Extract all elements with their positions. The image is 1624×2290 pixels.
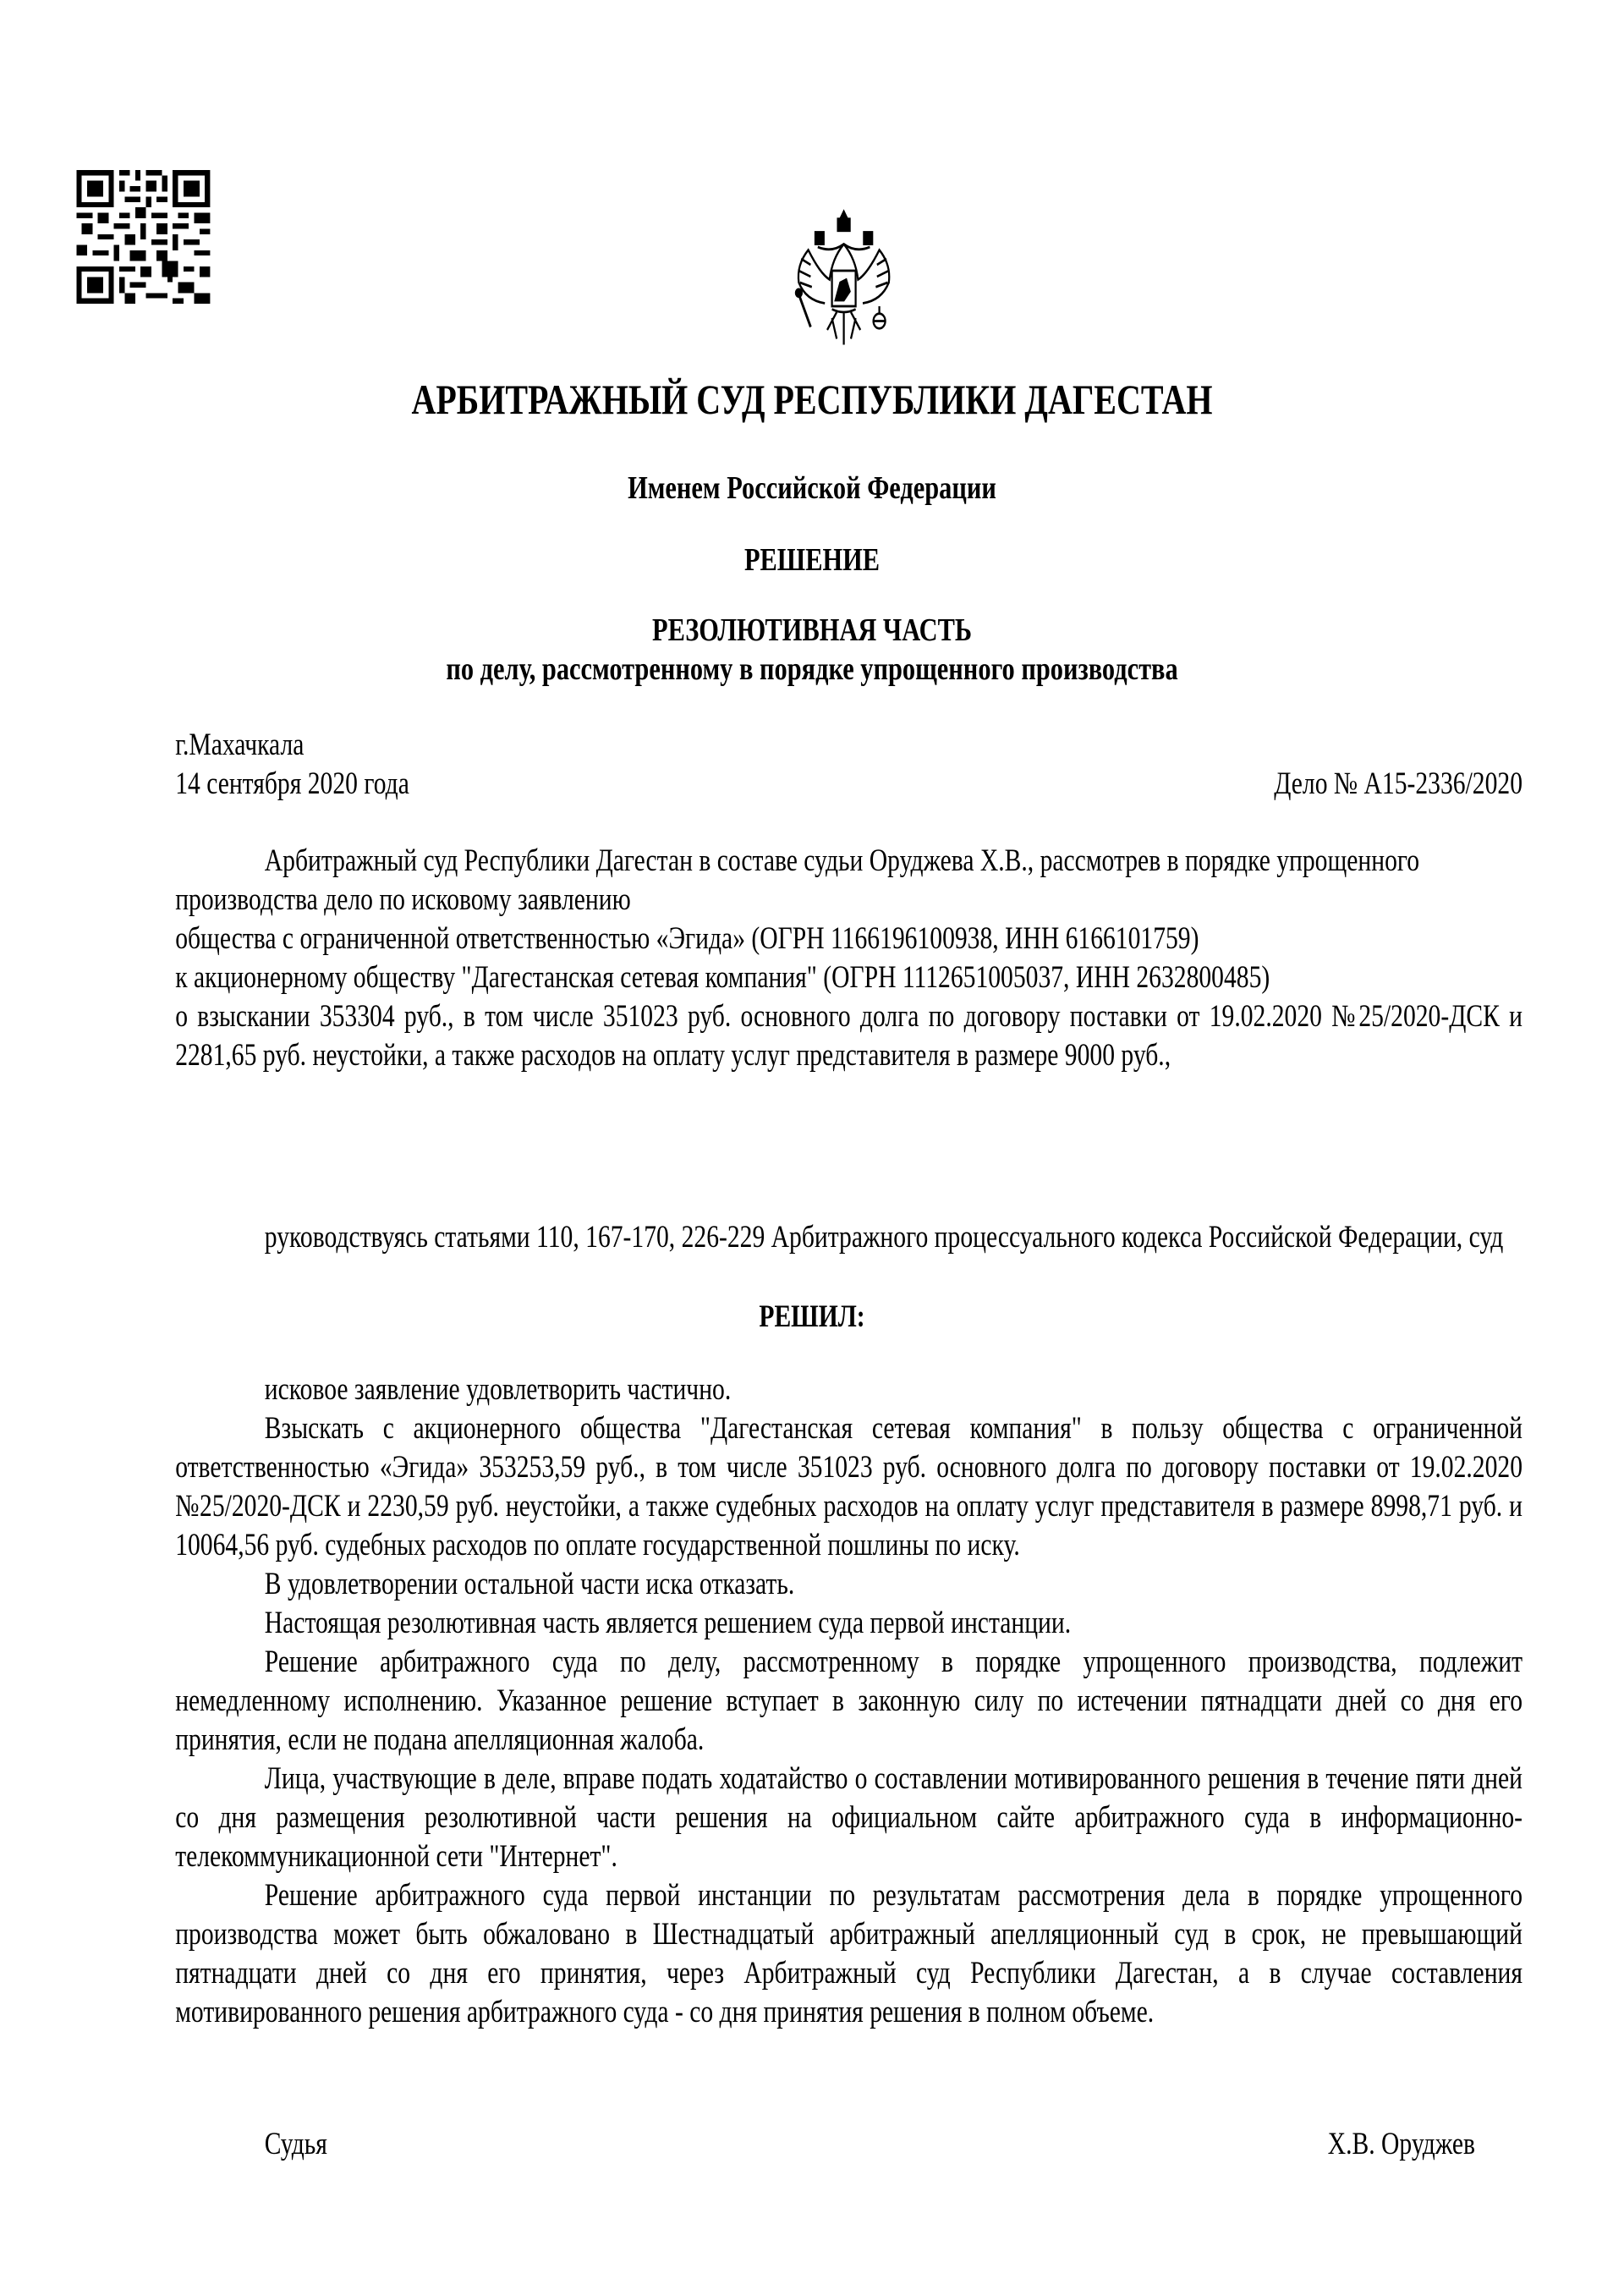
resolution-item: Лица, участвующие в деле, вправе подать ходатайство о составлении мотивированного решения в течение пяти дней со дня размещения резолютивной части решения на официальном сайте арбитражного суда в информационно-телекоммуникационной сети "Интернет". <box>175 1761 1523 1874</box>
claim-paragraph: о взыскании 353304 руб., в том числе 351023 руб. основного долга по договору поставки от 19.02.2020 №25/2020-ДСК и 2281,65 руб. неустойки, а также расходов на оплату услуг представителя в размере 9000 руб., <box>175 999 1523 1073</box>
case-meta <box>175 726 1522 804</box>
resolution-item: исковое заявление удовлетворить частично. <box>264 1372 732 1407</box>
qr-code-icon <box>76 169 244 305</box>
legal-basis-block <box>175 1218 1522 1257</box>
coat-of-arms-icon <box>780 206 908 354</box>
operative-part-subtitle: по делу, рассмотренному в порядке упрощенного производства <box>446 651 1178 687</box>
operative-part-heading <box>0 611 1624 689</box>
resolution-block <box>175 1370 1522 2032</box>
operative-part-title: РЕЗОЛЮТИВНАЯ ЧАСТЬ <box>652 612 972 648</box>
resolved-heading: РЕШИЛ: <box>759 1299 865 1334</box>
court-name-heading: АРБИТРАЖНЫЙ СУД РЕСПУБЛИКИ ДАГЕСТАН <box>411 376 1213 423</box>
city: г.Махачкала <box>175 728 304 762</box>
signature-block <box>175 2126 1522 2162</box>
in-the-name-heading: Именем Российской Федерации <box>628 470 996 506</box>
plaintiff-paragraph: общества с ограниченной ответственностью «Эгида» (ОГРН 1166196100938, ИНН 6166101759) <box>175 921 1199 956</box>
intro-paragraph: Арбитражный суд Республики Дагестан в составе судьи Оруджева Х.В., рассмотрев в порядке упрощенного производства дело по исковому заявлению <box>175 843 1420 917</box>
resolution-item: Решение арбитражного суда первой инстанции по результатам рассмотрения дела в порядке упрощенного производства может быть обжаловано в Шестнадцатый арбитражный апелляционный суд в срок, не превышающий пятнадцати дней со дня его принятия, через Арбитражный суд Республики Дагестан, а в случае составления мотивированного решения арбитражного суда - со дня принятия решения в полном объеме. <box>175 1878 1523 2029</box>
document-type-heading: РЕШЕНИЕ <box>743 542 881 578</box>
resolution-item: Взыскать с акционерного общества "Дагестанская сетевая компания" в пользу общества с ограниченной ответственностью «Эгида» 353253,59 руб., в том числе 351023 руб. основного долга по договору поставки от 19.02.2020 №25/2020-ДСК и 2230,59 руб. неустойки, а также судебных расходов на оплату услуг представителя в размере 8998,71 руб. и 10064,56 руб. судебных расходов по оплате государственной пошлины по иску. <box>175 1411 1523 1562</box>
signature-name: Х.В. Оруджев <box>1327 2127 1475 2161</box>
resolution-item: Решение арбитражного суда по делу, рассмотренному в порядке упрощенного производства, подлежит немедленному исполнению. Указанное решение вступает в законную силу по истечении пятнадцати дней со дня его принятия, если не подана апелляционная жалоба. <box>175 1645 1523 1757</box>
intro-block <box>175 842 1522 1075</box>
defendant-paragraph: к акционерному обществу "Дагестанская сетевая компания" (ОГРН 1112651005037, ИНН 2632800485) <box>175 960 1270 995</box>
case-number: Дело № А15-2336/2020 <box>1274 766 1522 801</box>
legal-basis-paragraph: руководствуясь статьями 110, 167-170, 226-229 Арбитражного процессуального кодекса Российской Федерации, суд <box>264 1220 1504 1255</box>
resolution-item: В удовлетворении остальной части иска отказать. <box>264 1567 795 1601</box>
signature-role: Судья <box>264 2127 327 2161</box>
resolution-item: Настоящая резолютивная часть является решением суда первой инстанции. <box>264 1606 1072 1640</box>
decision-date: 14 сентября 2020 года <box>175 766 409 801</box>
